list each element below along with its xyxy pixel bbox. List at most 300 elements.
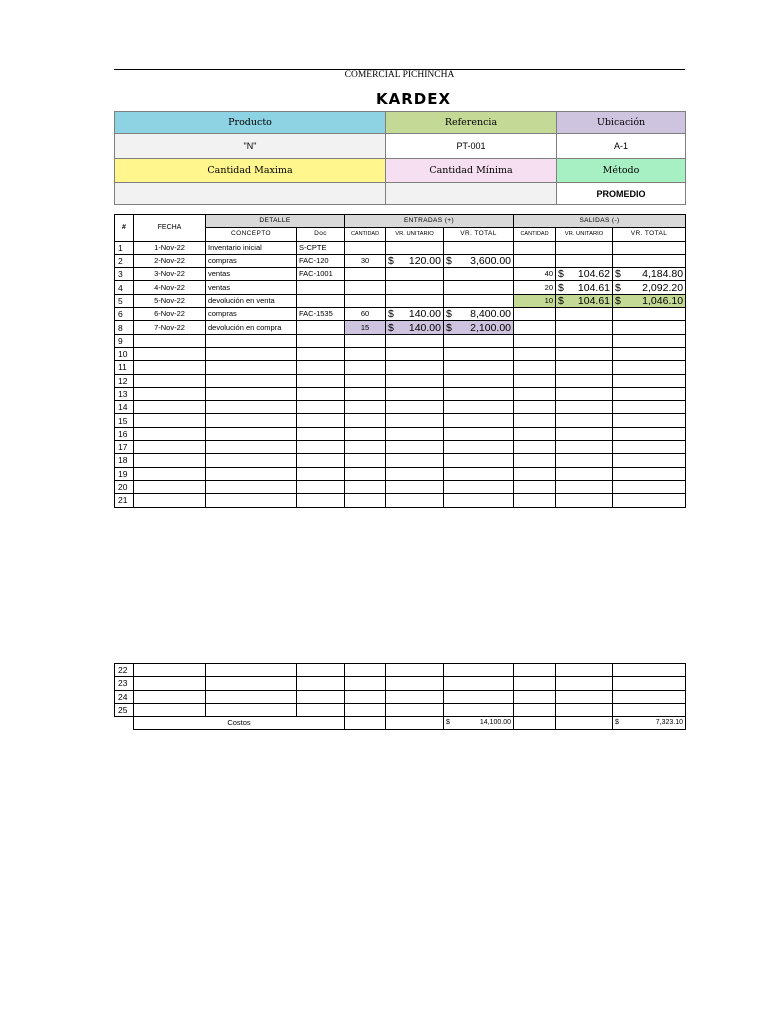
concepto-cell[interactable]: compras: [206, 308, 297, 321]
col-fecha-header: FECHA: [134, 215, 206, 242]
col-salidas-total-header: VR. TOTAL: [613, 228, 686, 241]
empty-cell[interactable]: [556, 480, 613, 493]
empty-cell[interactable]: [444, 494, 514, 507]
table-row: [115, 664, 686, 677]
empty-cell[interactable]: [556, 347, 613, 360]
empty-cell[interactable]: [297, 467, 345, 480]
currency-sign: $: [446, 719, 450, 727]
table-row: [115, 334, 686, 347]
entrada-cantidad-cell[interactable]: [345, 281, 386, 294]
empty-cell[interactable]: [297, 387, 345, 400]
row-number: 20: [115, 480, 134, 493]
producto-label: Producto: [115, 112, 386, 134]
empty-cell[interactable]: [134, 494, 206, 507]
empty-cell[interactable]: [386, 347, 444, 360]
empty-cell[interactable]: [345, 401, 386, 414]
salida-cantidad-cell[interactable]: [514, 321, 556, 334]
empty-cell[interactable]: [514, 664, 556, 677]
empty-cell[interactable]: [386, 374, 444, 387]
empty-cell[interactable]: [444, 361, 514, 374]
doc-cell[interactable]: [297, 281, 345, 294]
entrada-unitario-cell[interactable]: [386, 321, 444, 334]
salida-cantidad-cell[interactable]: 40: [514, 268, 556, 281]
empty-cell[interactable]: [345, 454, 386, 467]
empty-cell[interactable]: [613, 494, 686, 507]
empty-cell[interactable]: [556, 494, 613, 507]
entrada-unitario-cell[interactable]: [386, 254, 444, 267]
empty-cell[interactable]: [297, 677, 345, 690]
empty-cell[interactable]: [514, 401, 556, 414]
entrada-total-cell[interactable]: [444, 254, 514, 267]
empty-cell[interactable]: [613, 361, 686, 374]
cantidad-maxima-value[interactable]: [115, 183, 386, 205]
row-number: 17: [115, 441, 134, 454]
empty-cell[interactable]: [206, 454, 297, 467]
empty-cell[interactable]: [613, 334, 686, 347]
empty-cell[interactable]: [613, 690, 686, 703]
empty-cell[interactable]: [297, 427, 345, 440]
empty-cell[interactable]: [556, 664, 613, 677]
empty-cell[interactable]: [556, 703, 613, 716]
empty-cell[interactable]: [444, 467, 514, 480]
concepto-cell[interactable]: Inventario inicial: [206, 241, 297, 254]
table-row: [115, 414, 686, 427]
empty-cell[interactable]: [297, 480, 345, 493]
col-salidas-cantidad-header: CANTIDAD: [514, 228, 556, 241]
empty-cell[interactable]: [386, 690, 444, 703]
empty-cell[interactable]: [345, 703, 386, 716]
entrada-total-cell[interactable]: [444, 241, 514, 254]
col-entradas-cantidad-header: CANTIDAD: [345, 228, 386, 241]
empty-cell[interactable]: [514, 454, 556, 467]
empty-cell[interactable]: [206, 690, 297, 703]
entrada-cantidad-cell[interactable]: 60: [345, 308, 386, 321]
referencia-label: Referencia: [386, 112, 557, 134]
empty-cell[interactable]: [444, 703, 514, 716]
empty-cell[interactable]: [613, 467, 686, 480]
empty-cell[interactable]: [613, 387, 686, 400]
empty-cell[interactable]: [386, 361, 444, 374]
row-number: 10: [115, 347, 134, 360]
empty-cell[interactable]: [514, 703, 556, 716]
empty-cell[interactable]: [444, 677, 514, 690]
salida-cantidad-cell[interactable]: [514, 254, 556, 267]
empty-cell[interactable]: [613, 677, 686, 690]
costos-label: Costos: [134, 717, 345, 730]
empty-cell[interactable]: [345, 427, 386, 440]
empty-cell[interactable]: [514, 347, 556, 360]
empty-cell[interactable]: [297, 414, 345, 427]
empty-cell[interactable]: [556, 690, 613, 703]
empty-cell[interactable]: [386, 480, 444, 493]
empty-cell[interactable]: [556, 677, 613, 690]
kardex-table: [114, 214, 686, 508]
row-number: 6: [115, 308, 134, 321]
salida-cantidad-cell[interactable]: 10: [514, 294, 556, 307]
currency-sign: $: [615, 281, 621, 294]
row-number: 18: [115, 454, 134, 467]
entrada-cantidad-cell[interactable]: 30: [345, 254, 386, 267]
money-value: 104.61: [577, 294, 611, 307]
empty-cell[interactable]: [345, 494, 386, 507]
salida-total-cell[interactable]: [613, 294, 686, 307]
empty-cell[interactable]: [444, 480, 514, 493]
salida-unitario-cell[interactable]: [556, 254, 613, 267]
empty-cell[interactable]: [556, 441, 613, 454]
footer-empty-cell: [556, 717, 613, 730]
empty-cell[interactable]: [134, 703, 206, 716]
empty-cell[interactable]: [556, 361, 613, 374]
empty-cell[interactable]: [386, 494, 444, 507]
entrada-total-cell[interactable]: [444, 308, 514, 321]
empty-cell[interactable]: [206, 480, 297, 493]
empty-cell[interactable]: [386, 441, 444, 454]
row-number: 25: [115, 703, 134, 716]
empty-cell[interactable]: [297, 494, 345, 507]
empty-cell[interactable]: [134, 427, 206, 440]
col-entradas-unitario-header: VR. UNITARIO: [386, 228, 444, 241]
empty-cell[interactable]: [386, 703, 444, 716]
empty-cell[interactable]: [134, 677, 206, 690]
entrada-unitario-cell[interactable]: [386, 268, 444, 281]
empty-cell[interactable]: [556, 414, 613, 427]
empty-cell[interactable]: [444, 374, 514, 387]
empty-cell[interactable]: [613, 347, 686, 360]
currency-sign: $: [446, 308, 452, 321]
entrada-unitario-cell[interactable]: [386, 294, 444, 307]
empty-cell[interactable]: [345, 480, 386, 493]
empty-cell[interactable]: [514, 427, 556, 440]
footer-empty-cell: [514, 717, 556, 730]
empty-cell[interactable]: [345, 677, 386, 690]
empty-cell[interactable]: [345, 467, 386, 480]
currency-sign: $: [558, 294, 564, 307]
salida-total-cell[interactable]: [613, 268, 686, 281]
salida-total-cell[interactable]: [613, 254, 686, 267]
empty-cell[interactable]: [134, 361, 206, 374]
empty-cell[interactable]: [613, 427, 686, 440]
table-row: [115, 254, 686, 267]
empty-cell[interactable]: [206, 677, 297, 690]
empty-cell[interactable]: [345, 441, 386, 454]
empty-cell[interactable]: [206, 467, 297, 480]
empty-cell[interactable]: [297, 361, 345, 374]
empty-cell[interactable]: [514, 494, 556, 507]
empty-cell[interactable]: [613, 401, 686, 414]
salida-cantidad-cell[interactable]: 20: [514, 281, 556, 294]
entrada-total-cell[interactable]: [444, 268, 514, 281]
empty-cell[interactable]: [386, 387, 444, 400]
money-value: 3,600.00: [470, 255, 512, 268]
row-number: 16: [115, 427, 134, 440]
row-number: 5: [115, 294, 134, 307]
table-row: [115, 294, 686, 307]
currency-sign: $: [388, 255, 394, 268]
col-concepto-header: CONCEPTO: [206, 228, 297, 241]
empty-cell[interactable]: [297, 374, 345, 387]
salida-unitario-cell[interactable]: [556, 268, 613, 281]
empty-cell[interactable]: [206, 347, 297, 360]
concepto-cell[interactable]: ventas: [206, 281, 297, 294]
empty-cell[interactable]: [134, 664, 206, 677]
row-number: 23: [115, 677, 134, 690]
empty-cell[interactable]: [386, 427, 444, 440]
col-detalle-header: DETALLE: [206, 215, 345, 228]
empty-cell[interactable]: [514, 690, 556, 703]
empty-cell[interactable]: [444, 334, 514, 347]
empty-cell[interactable]: [444, 454, 514, 467]
concepto-cell[interactable]: compras: [206, 254, 297, 267]
empty-cell[interactable]: [386, 467, 444, 480]
col-num-header: #: [115, 215, 134, 242]
table-row: [115, 387, 686, 400]
empty-cell[interactable]: [206, 401, 297, 414]
empty-cell[interactable]: [444, 664, 514, 677]
empty-cell[interactable]: [345, 347, 386, 360]
empty-cell[interactable]: [613, 664, 686, 677]
fecha-cell[interactable]: 7-Nov-22: [134, 321, 206, 334]
entrada-unitario-cell[interactable]: [386, 308, 444, 321]
entrada-cantidad-cell[interactable]: [345, 268, 386, 281]
empty-cell[interactable]: [386, 664, 444, 677]
table-row: [115, 308, 686, 321]
entrada-unitario-cell[interactable]: [386, 281, 444, 294]
salida-unitario-cell[interactable]: [556, 281, 613, 294]
empty-cell[interactable]: [514, 387, 556, 400]
empty-cell[interactable]: [613, 703, 686, 716]
currency-sign: $: [446, 255, 452, 268]
empty-cell[interactable]: [134, 334, 206, 347]
entradas-total-cell: [444, 717, 514, 730]
currency-sign: $: [388, 321, 394, 334]
table-row: [115, 703, 686, 716]
table-row: [115, 401, 686, 414]
currency-sign: $: [388, 308, 394, 321]
fecha-cell[interactable]: 5-Nov-22: [134, 294, 206, 307]
salida-unitario-cell[interactable]: [556, 308, 613, 321]
salida-unitario-cell[interactable]: [556, 241, 613, 254]
empty-cell[interactable]: [556, 401, 613, 414]
empty-cell[interactable]: [444, 690, 514, 703]
cantidad-minima-label: Cantidad Mínima: [386, 159, 557, 183]
empty-cell[interactable]: [613, 441, 686, 454]
empty-cell[interactable]: [556, 374, 613, 387]
entrada-cantidad-cell[interactable]: [345, 241, 386, 254]
empty-cell[interactable]: [134, 690, 206, 703]
money-value: 2,100.00: [470, 321, 512, 334]
empty-cell[interactable]: [134, 454, 206, 467]
empty-cell[interactable]: [613, 480, 686, 493]
salidas-total-value: 7,323.10: [655, 719, 683, 727]
empty-cell[interactable]: [556, 387, 613, 400]
empty-cell[interactable]: [345, 334, 386, 347]
empty-cell[interactable]: [345, 690, 386, 703]
empty-cell[interactable]: [297, 703, 345, 716]
table-row: [115, 454, 686, 467]
row-number: 4: [115, 281, 134, 294]
entrada-total-cell[interactable]: [444, 321, 514, 334]
col-entradas-total-header: VR. TOTAL: [444, 228, 514, 241]
empty-cell[interactable]: [134, 467, 206, 480]
empty-cell[interactable]: [206, 387, 297, 400]
empty-cell[interactable]: [206, 441, 297, 454]
doc-cell[interactable]: [297, 294, 345, 307]
entrada-cantidad-cell[interactable]: [345, 294, 386, 307]
ubicacion-label: Ubicación: [557, 112, 686, 134]
empty-cell[interactable]: [386, 454, 444, 467]
currency-sign: $: [558, 268, 564, 281]
empty-cell[interactable]: [297, 401, 345, 414]
salida-unitario-cell[interactable]: [556, 321, 613, 334]
salida-total-cell[interactable]: [613, 321, 686, 334]
empty-cell[interactable]: [386, 334, 444, 347]
table-row: [115, 241, 686, 254]
cantidad-minima-value[interactable]: [386, 183, 557, 205]
empty-cell[interactable]: [206, 361, 297, 374]
row-number: 2: [115, 254, 134, 267]
empty-cell[interactable]: [613, 374, 686, 387]
empty-cell[interactable]: [613, 414, 686, 427]
company-name: COMERCIAL PICHINCHA: [344, 70, 455, 80]
empty-cell[interactable]: [556, 334, 613, 347]
salidas-total-cell: [613, 717, 686, 730]
empty-cell[interactable]: [556, 454, 613, 467]
empty-cell[interactable]: [134, 374, 206, 387]
col-entradas-header: ENTRADAS (+): [345, 215, 514, 228]
empty-cell[interactable]: [206, 414, 297, 427]
salida-total-cell[interactable]: [613, 281, 686, 294]
salida-total-cell[interactable]: [613, 241, 686, 254]
currency-sign: $: [615, 294, 621, 307]
metodo-value[interactable]: PROMEDIO: [557, 183, 686, 205]
empty-cell[interactable]: [444, 401, 514, 414]
salida-cantidad-cell[interactable]: [514, 308, 556, 321]
empty-cell[interactable]: [134, 387, 206, 400]
empty-cell[interactable]: [134, 414, 206, 427]
table-row: [115, 690, 686, 703]
empty-cell[interactable]: [206, 374, 297, 387]
empty-cell[interactable]: [514, 480, 556, 493]
money-value: 1,046.10: [642, 294, 684, 307]
ubicacion-value[interactable]: A-1: [557, 134, 686, 159]
doc-cell[interactable]: S-CPTE: [297, 241, 345, 254]
empty-cell[interactable]: [345, 414, 386, 427]
doc-cell[interactable]: [297, 321, 345, 334]
entrada-unitario-cell[interactable]: [386, 241, 444, 254]
salida-cantidad-cell[interactable]: [514, 241, 556, 254]
empty-cell[interactable]: [386, 677, 444, 690]
empty-cell[interactable]: [297, 454, 345, 467]
metodo-label: Método: [557, 159, 686, 183]
doc-cell[interactable]: FAC-120: [297, 254, 345, 267]
empty-cell[interactable]: [514, 361, 556, 374]
empty-cell[interactable]: [386, 414, 444, 427]
footer-empty-cell: [386, 717, 444, 730]
empty-cell[interactable]: [134, 347, 206, 360]
empty-cell[interactable]: [297, 347, 345, 360]
row-number: 14: [115, 401, 134, 414]
currency-sign: $: [615, 268, 621, 281]
fecha-cell[interactable]: 2-Nov-22: [134, 254, 206, 267]
empty-cell[interactable]: [514, 467, 556, 480]
empty-cell[interactable]: [297, 334, 345, 347]
empty-cell[interactable]: [345, 361, 386, 374]
empty-cell[interactable]: [134, 401, 206, 414]
table-row: [115, 268, 686, 281]
salida-total-cell[interactable]: [613, 308, 686, 321]
entrada-total-cell[interactable]: [444, 281, 514, 294]
empty-cell[interactable]: [514, 334, 556, 347]
row-number: 1: [115, 241, 134, 254]
money-value: 4,184.80: [642, 268, 684, 281]
empty-cell[interactable]: [514, 677, 556, 690]
fecha-cell[interactable]: 3-Nov-22: [134, 268, 206, 281]
empty-cell[interactable]: [345, 664, 386, 677]
empty-cell[interactable]: [206, 664, 297, 677]
fecha-cell[interactable]: 4-Nov-22: [134, 281, 206, 294]
empty-cell[interactable]: [444, 387, 514, 400]
salida-unitario-cell[interactable]: [556, 294, 613, 307]
referencia-value[interactable]: PT-001: [386, 134, 557, 159]
empty-cell[interactable]: [613, 454, 686, 467]
empty-cell[interactable]: [297, 690, 345, 703]
empty-cell[interactable]: [345, 387, 386, 400]
entrada-total-cell[interactable]: [444, 294, 514, 307]
money-value: 120.00: [408, 255, 441, 268]
row-number: 22: [115, 664, 134, 677]
table-row: [115, 480, 686, 493]
money-value: 104.62: [577, 268, 611, 281]
empty-cell[interactable]: [297, 664, 345, 677]
doc-cell[interactable]: FAC-1001: [297, 268, 345, 281]
empty-cell[interactable]: [386, 401, 444, 414]
concepto-cell[interactable]: ventas: [206, 268, 297, 281]
col-salidas-header: SALIDAS (-): [514, 215, 686, 228]
empty-cell[interactable]: [444, 427, 514, 440]
col-salidas-unitario-header: VR. UNITARIO: [556, 228, 613, 241]
empty-cell[interactable]: [444, 441, 514, 454]
row-number: 11: [115, 361, 134, 374]
concepto-cell[interactable]: devolución en venta: [206, 294, 297, 307]
empty-cell[interactable]: [134, 480, 206, 493]
producto-value[interactable]: "N": [115, 134, 386, 159]
fecha-cell[interactable]: 6-Nov-22: [134, 308, 206, 321]
row-number: 8: [115, 321, 134, 334]
table-row: [115, 321, 686, 334]
empty-cell[interactable]: [444, 414, 514, 427]
table-row: [115, 347, 686, 360]
empty-cell[interactable]: [556, 427, 613, 440]
empty-cell[interactable]: [134, 441, 206, 454]
entrada-cantidad-cell[interactable]: 15: [345, 321, 386, 334]
money-value: 8,400.00: [470, 308, 512, 321]
empty-cell[interactable]: [514, 414, 556, 427]
doc-cell[interactable]: FAC-1535: [297, 308, 345, 321]
empty-cell[interactable]: [206, 703, 297, 716]
empty-cell[interactable]: [297, 441, 345, 454]
empty-cell[interactable]: [206, 494, 297, 507]
empty-cell[interactable]: [556, 467, 613, 480]
empty-cell[interactable]: [206, 427, 297, 440]
empty-cell[interactable]: [444, 347, 514, 360]
empty-cell[interactable]: [345, 374, 386, 387]
empty-cell[interactable]: [514, 441, 556, 454]
concepto-cell[interactable]: devolución en compra: [206, 321, 297, 334]
empty-cell[interactable]: [206, 334, 297, 347]
row-number: 3: [115, 268, 134, 281]
fecha-cell[interactable]: 1-Nov-22: [134, 241, 206, 254]
empty-cell[interactable]: [514, 374, 556, 387]
